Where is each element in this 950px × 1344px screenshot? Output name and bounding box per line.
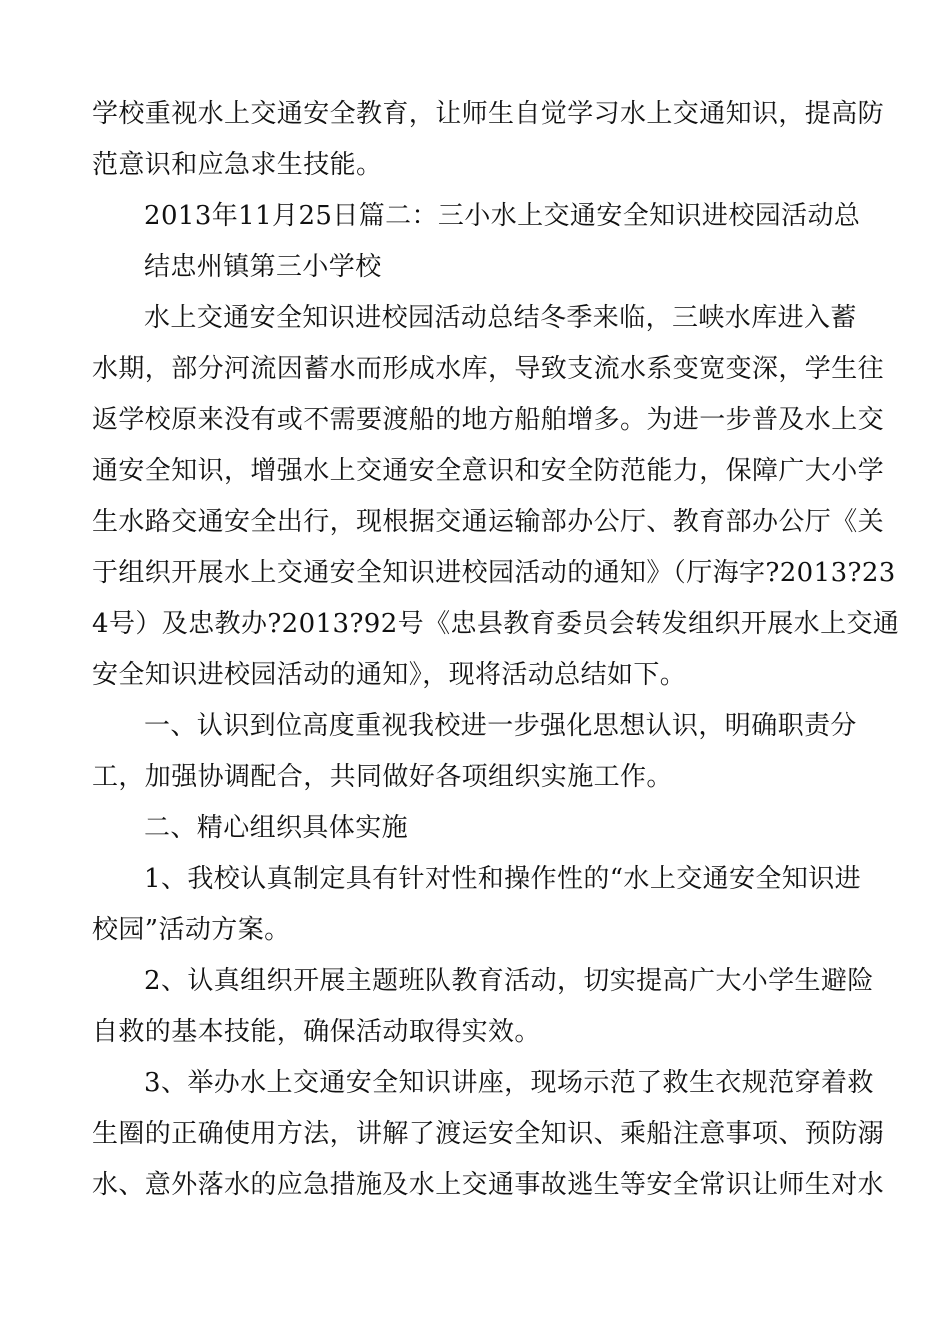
text-line: 通安全知识，增强水上交通安全意识和安全防范能力，保障广大小学 [92,456,885,486]
text-line: 3、举办水上交通安全知识讲座，现场示范了救生衣规范穿着救 [144,1068,874,1098]
text-line: 校园”活动方案。 [92,915,291,945]
text-line: 1、我校认真制定具有针对性和操作性的“水上交通安全知识进 [144,864,862,894]
text-line: 一、认识到位高度重视我校进一步强化思想认识，明确职责分 [144,711,857,741]
text-line: 返学校原来没有或不需要渡船的地方船舶增多。为进一步普及水上交 [92,405,885,435]
text-line: 2、认真组织开展主题班队教育活动，切实提高广大小学生避险 [144,966,874,996]
text-line: 水期，部分河流因蓄水而形成水库，导致支流水系变宽变深，学生往 [92,354,885,384]
text-line: 结忠州镇第三小学校 [144,252,382,282]
text-line: 自救的基本技能，确保活动取得实效。 [92,1017,541,1047]
text-line: 水上交通安全知识进校园活动总结冬季来临，三峡水库进入蓄 [144,303,857,333]
text-line: 于组织开展水上交通安全知识进校园活动的通知》（厅海字?2013?23 [92,558,896,588]
text-line: 范意识和应急求生技能。 [92,150,383,180]
text-line: 学校重视水上交通安全教育，让师生自觉学习水上交通知识，提高防 [92,99,885,129]
text-line: 安全知识进校园活动的通知》，现将活动总结如下。 [92,660,687,690]
text-line: 生水路交通安全出行，现根据交通运输部办公厅、教育部办公厅《关 [92,507,885,537]
text-line: 工，加强协调配合，共同做好各项组织实施工作。 [92,762,673,792]
text-line: 二、精心组织具体实施 [144,813,409,843]
text-line: 水、意外落水的应急措施及水上交通事故逃生等安全常识让师生对水 [92,1170,885,1200]
text-line: 生圈的正确使用方法，讲解了渡运安全知识、乘船注意事项、预防溺 [92,1119,885,1149]
text-line: 2013年11月25日篇二：三小水上交通安全知识进校园活动总 [144,201,861,231]
text-line: 4号）及忠教办?2013?92号《忠县教育委员会转发组织开展水上交通 [92,609,900,639]
